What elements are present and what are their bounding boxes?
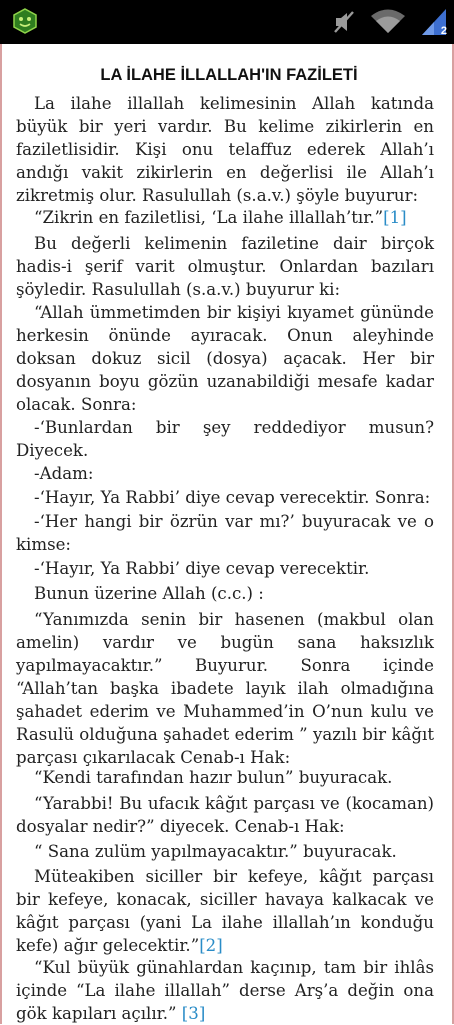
paragraph-7: -‘Hayır, Ya Rabbi’ diye cevap verecektir. Sonra: xyxy=(34,488,431,507)
cell-signal xyxy=(420,7,448,37)
app-icon[interactable] xyxy=(12,8,38,34)
paragraph-1: La ilahe illallah kelimesinin Allah katında büyük bir yeri vardır. Bu kelime zikirlerin en faziletlisidir. Kişi onu telaffuz ederek Allah’ı andığı vakit zikirlerin en değerlisi ile Allah’ı zikretmiş olur. Rasulullah (s.a.v.) şöyle buyurur: xyxy=(16,94,434,205)
paragraph-8: -‘Her hangi bir özrün var mı?’ buyuracak ve o kimse: xyxy=(16,512,434,554)
muted-speaker-icon xyxy=(332,9,356,35)
paragraph-15-text: Müteakiben siciller bir kefeye, kâğıt parçası bir kefeye, konacak, siciller havaya kalkacak ve kâğıt parçası (yani La ilahe illallah’ın konduğu kefe) ağır gelecektir.” xyxy=(16,867,434,955)
paragraph-16 xyxy=(16,956,434,1025)
paragraph-12: “Kendi tarafından hazır bulun” buyuracak. xyxy=(34,768,393,787)
paragraph-6: -Adam: xyxy=(34,464,94,483)
wifi-icon xyxy=(370,9,406,35)
paragraph-5: -‘Bunlardan bir şey reddediyor musun? Diyecek. xyxy=(16,418,434,460)
paragraph-2 xyxy=(16,206,434,229)
paragraph-9: -‘Hayır, Ya Rabbi’ diye cevap verecektir. xyxy=(34,559,370,578)
sim-number: 2 xyxy=(440,25,447,37)
article-content[interactable] xyxy=(0,44,454,1024)
status-icons xyxy=(332,6,448,38)
paragraph-10: Bunun üzerine Allah (c.c.) : xyxy=(34,584,264,603)
status-bar xyxy=(0,0,454,44)
paragraph-11: “Yanımızda senin bir hasenen (makbul olan amelin) vardır ve bugün sana haksızlık yapılmayacaktır.” Buyurur. Sonra içinde “Allah’tan başka ibadete layık ilah olmadığına şahadet ederim ve Muhammed’in O’nun kulu ve Rasulü olduğuna şahadet ederim ” yazılı bir kâğıt parçası çıkarılacak Cenab-ı Hak: xyxy=(16,610,434,767)
paragraph-3: Bu değerli kelimenin faziletine dair birçok hadis-i şerif varit olmuştur. Onlardan bazıları şöyledir. Rasulullah (s.a.v.) buyurur ki: xyxy=(16,234,434,299)
paragraph-2-text: “Zikrin en faziletlisi, ‘La ilahe illallah’tır.” xyxy=(34,208,384,227)
paragraph-4: “Allah ümmetimden bir kişiyi kıyamet gününde herkesin önünde ayıracak. Onun aleyhinde doksan dokuz sicil (dosya) açacak. Her bir dosyanın boyu gözün uzanabildiği mesafe kadar olacak. Sonra: xyxy=(16,303,434,414)
footnote-link-2[interactable]: [2] xyxy=(199,936,223,955)
article-title: LA İLAHE İLLALLAH'IN FAZİLETİ xyxy=(100,66,358,84)
paragraph-14: “ Sana zulüm yapılmayacaktır.” buyuracak. xyxy=(34,842,397,861)
paragraph-13: “Yarabbi! Bu ufacık kâğıt parçası ve (kocaman) dosyalar nedir?” diyecek. Cenab-ı Hak: xyxy=(16,794,434,836)
footnote-link-3[interactable]: [3] xyxy=(181,1004,206,1023)
paragraph-15 xyxy=(16,865,434,957)
paragraph-16-text: “Kul büyük günahlardan kaçınıp, tam bir ihlâs içinde “La ilahe illallah” derse Arş’a değin ona gök kapıları açılır.” xyxy=(16,958,434,1023)
footnote-link-1[interactable]: [1] xyxy=(383,208,407,227)
